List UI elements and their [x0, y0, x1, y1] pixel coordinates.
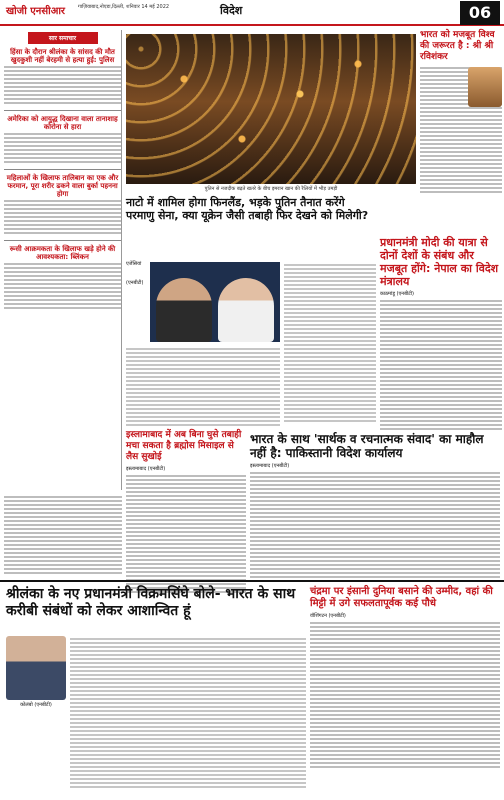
brief-text	[4, 133, 121, 163]
brief-title: महिलाओं के खिलाफ तालिबान का एक और फरमान, पूरा शरीर ढकने वाला बुर्का पहनना होगा	[6, 174, 119, 198]
byline: काठमांडू (एनबीटी)	[380, 291, 414, 297]
islamabad-story	[126, 430, 246, 595]
brief-text	[4, 66, 121, 104]
article-text	[4, 496, 122, 574]
brief-item	[4, 245, 121, 309]
brief-text	[4, 200, 121, 234]
author-photo	[468, 67, 502, 107]
brief-title: हिंसा के दौरान श्रीलंका के सांसद की मौत खुदकुशी नहीं बेरहमी से हत्या हुई: पुलिस	[10, 48, 115, 64]
leader-portrait	[218, 278, 274, 342]
article-text	[310, 622, 500, 768]
brief-item	[4, 115, 121, 163]
article-text	[126, 475, 246, 593]
divider	[4, 110, 121, 111]
right-column	[420, 30, 502, 230]
briefs-tag: सार समाचार	[28, 32, 98, 44]
main-story-text	[284, 262, 376, 424]
moon-story	[310, 586, 500, 770]
byline: इस्लामाबाद (एनबीटी)	[126, 466, 166, 472]
article-text	[250, 472, 500, 582]
prime-minister-photo	[6, 636, 66, 700]
brief-text	[4, 263, 121, 309]
byline: एजेंसियां (एनबीटी)	[126, 261, 144, 286]
headline: नाटो में शामिल होगा फिनलैंड, भड़के पुतिन तैनात करेंगे परमाणु सेना, क्या यूक्रेन जैसी तबाही फिर देखने को मिलेगी?	[126, 196, 369, 222]
srilanka-story	[6, 586, 306, 620]
leader-portrait	[156, 278, 212, 342]
left-column-lower	[4, 494, 122, 576]
article-headline: भारत को मजबूत विश्व की जरूरत है : श्री श्री रविशंकर	[420, 30, 495, 62]
divider	[4, 240, 121, 241]
page-number: 06	[460, 1, 500, 25]
byline: वॉशिंगटन (एनबीटी)	[310, 613, 346, 619]
headline: भारत के साथ 'सार्थक व रचनात्मक संवाद' का माहौल नहीं है: पाकिस्तानी विदेश कार्यालय	[250, 432, 484, 460]
pakistan-story	[250, 432, 500, 584]
headline: इस्लामाबाद में अब बिना घुसे तबाही मचा सकता है ब्रह्मोस मिसाइल से लैस सुखोई	[126, 430, 242, 462]
crowd-overlay	[126, 34, 416, 184]
headline: श्रीलंका के नए प्रधानमंत्री विक्रमसिंघे बोले- भारत के साथ करीबी संबंधों को लेकर आशान्वित हूं	[6, 586, 296, 619]
brief-title: अमेरिका को आयुद्ध दिखाना वाला तानाशाह कोरोना से हारा	[7, 115, 118, 131]
photo-caption: पुतिन से नजदीक बढ़ते खतरे के बीच इमरान खान की रैलियों में भीड़ उमड़ी	[204, 186, 338, 192]
section-title: विदेश	[220, 4, 243, 17]
headline: चंद्रमा पर इंसानी दुनिया बसाने की उम्मीद, वहां की मिट्टी में उगे सफलतापूर्वक कई पौधे	[310, 586, 493, 609]
side-story	[380, 236, 502, 432]
left-column	[4, 30, 122, 490]
candle-vigil-photo	[126, 34, 416, 184]
brief-item	[4, 48, 121, 104]
divider	[4, 169, 121, 170]
srilanka-text	[70, 636, 306, 790]
divider	[0, 580, 504, 582]
masthead	[0, 0, 504, 26]
edition-date: गाज़ियाबाद,नोएडा,दिल्ली, शनिवार 14 मई 2022	[78, 4, 170, 10]
main-story-text	[126, 346, 280, 428]
brief-title: रूसी आक्रमकता के खिलाफ खड़े होने की आवश्यकता: ब्लिंकन	[9, 245, 116, 261]
newspaper-logo: खोजी एनसीआर	[6, 6, 66, 17]
brief-item	[4, 174, 121, 234]
photo-caption: कोलंबो (एनबीटी)	[20, 702, 52, 708]
headline: प्रधानमंत्री मोदी की यात्रा से दोनों देशों के संबंध और मजबूत होंगे: नेपाल का विदेश मंत्रालय	[380, 236, 499, 288]
leaders-photo	[150, 262, 280, 342]
byline: इस्लामाबाद (एनबीटी)	[250, 463, 290, 469]
article-text	[380, 300, 502, 430]
main-story-headline	[126, 196, 376, 222]
